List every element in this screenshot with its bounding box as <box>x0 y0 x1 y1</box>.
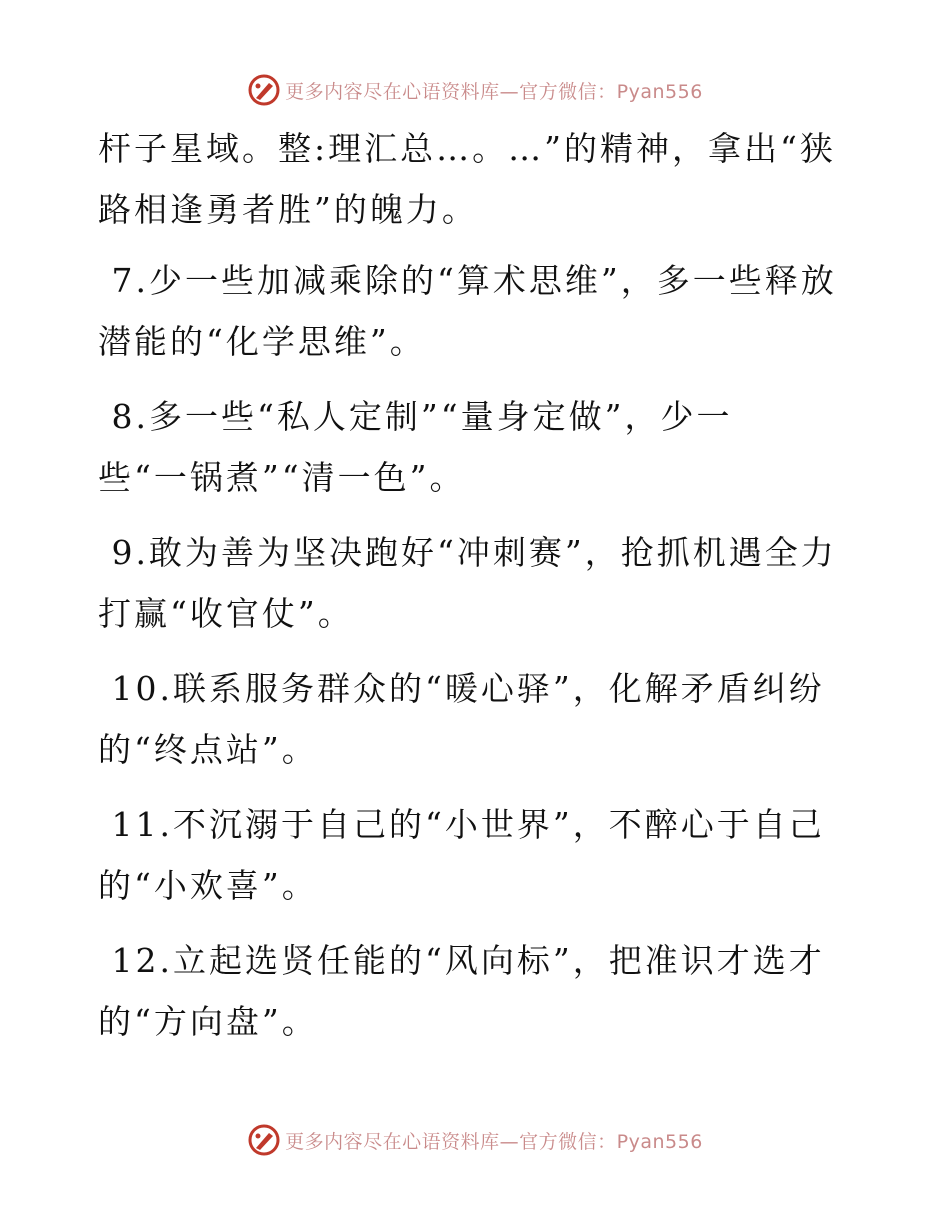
paragraph-item-8: 8.多一些“私人定制”“量身定做”，少一 些“一锅煮”“清一色”。 <box>98 397 733 497</box>
paragraph-item-10: 10.联系服务群众的“暖心驿”，化解矛盾纠纷的“终点站”。 <box>98 669 825 769</box>
header-watermark-banner <box>0 70 950 110</box>
paragraph-item-11: 11.不沉溺于自己的“小世界”，不醉心于自己的“小欢喜”。 <box>98 805 825 905</box>
watermark-text: 更多内容尽在心语资料库—官方微信：Pyan556 <box>285 80 703 103</box>
watermark-text: 更多内容尽在心语资料库—官方微信：Pyan556 <box>285 1130 703 1153</box>
footer-watermark-banner <box>0 1120 950 1160</box>
paragraph-continued: 杆子星域。整:理汇总…。…”的精神，拿出“狭路相逢勇者胜”的魄力。 <box>98 129 836 229</box>
paragraph-item-12: 12.立起选贤任能的“风向标”，把准识才选才的“方向盘”。 <box>98 941 825 1041</box>
paragraph-item-9: 9.敢为善为坚决跑好“冲刺赛”，抢抓机遇全力打赢“收官仗”。 <box>98 533 837 633</box>
document-body <box>98 118 838 1066</box>
pen-logo-icon <box>247 73 281 107</box>
pen-logo-icon <box>247 1123 281 1157</box>
paragraph-item-7: 7.少一些加减乘除的“算术思维”，多一些释放潜能的“化学思维”。 <box>98 261 837 361</box>
